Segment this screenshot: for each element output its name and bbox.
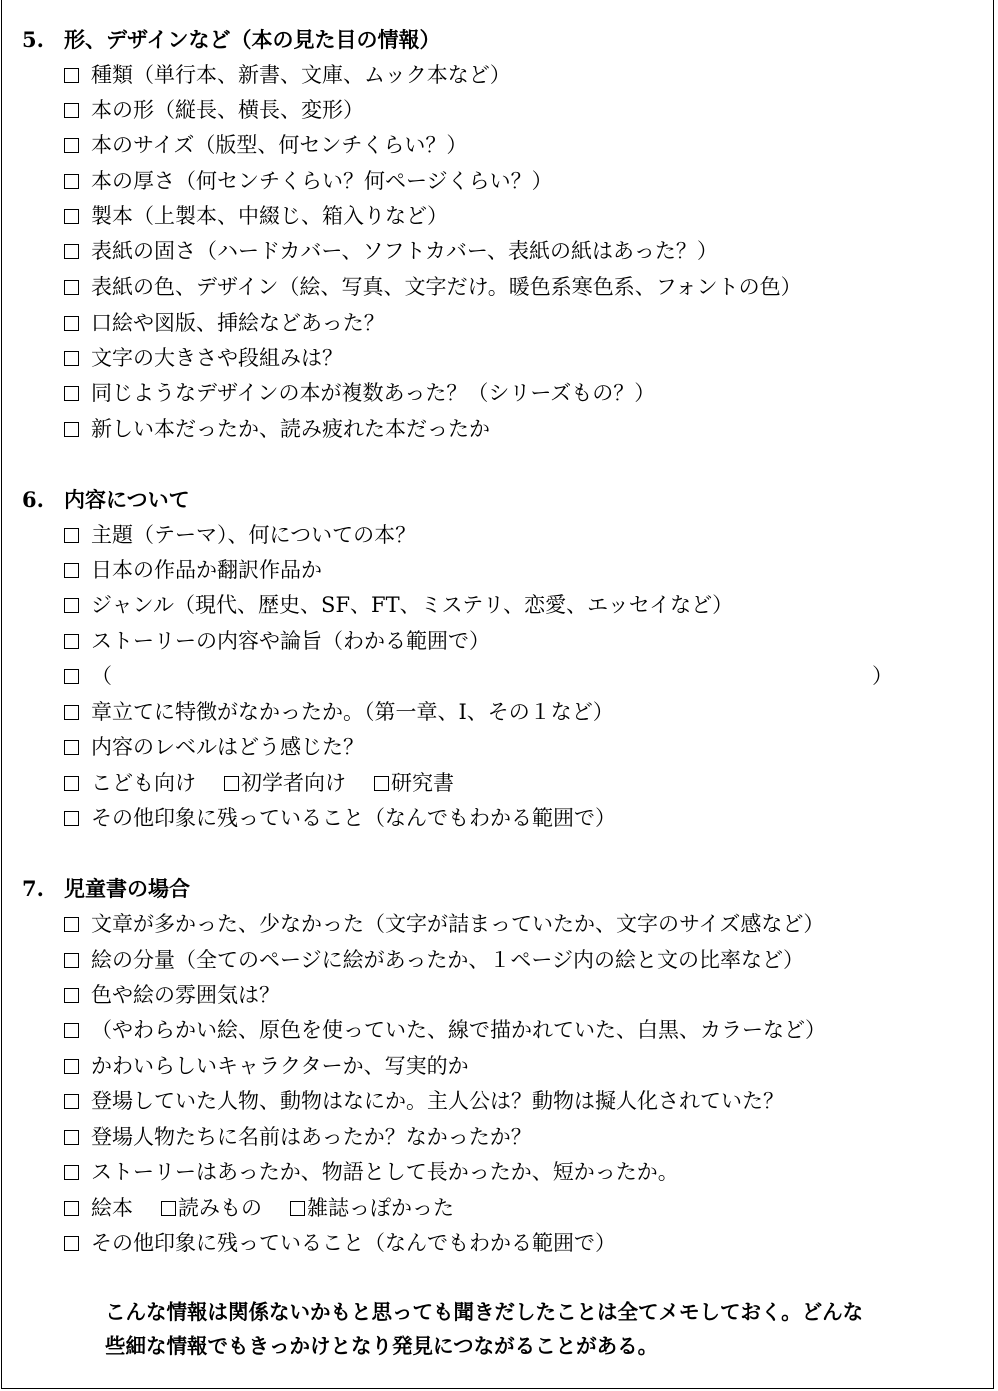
checklist-item [64, 60, 511, 90]
checkbox[interactable] [224, 776, 239, 791]
checkbox[interactable] [64, 351, 79, 366]
checkbox[interactable] [64, 422, 79, 437]
item-label: 本の形（縦長、横長、変形） [91, 98, 364, 122]
checkbox[interactable] [64, 1094, 79, 1109]
checklist-item [64, 166, 553, 196]
checklist-item [64, 201, 448, 231]
checkbox[interactable] [64, 740, 79, 755]
checklist-item [64, 130, 467, 160]
item-label: 口絵や図版、挿絵などあった？ [91, 311, 385, 335]
option-label: 読みもの [178, 1196, 262, 1220]
checklist-item [64, 768, 454, 798]
item-label: こども向け [91, 771, 196, 795]
item-label: ジャンル（現代、歴史、SF、FT、ミステリ、恋愛、エッセイなど） [91, 593, 734, 617]
item-label: 本の厚さ（何センチくらい？何ページくらい？） [91, 169, 553, 193]
option-label: 雑誌っぽかった [307, 1196, 454, 1220]
blank-field-close: ） [872, 664, 893, 688]
checkbox[interactable] [64, 528, 79, 543]
item-label: 章立てに特徴がなかったか。（第一章、Ⅰ、その１など） [91, 700, 614, 724]
checkbox[interactable] [64, 705, 79, 720]
checkbox[interactable] [64, 1201, 79, 1216]
checklist-item [64, 1122, 532, 1152]
checkbox[interactable] [64, 1130, 79, 1145]
checklist-item [64, 1228, 616, 1258]
checklist-item [64, 697, 614, 727]
checkbox[interactable] [64, 1165, 79, 1180]
option-label: 研究書 [391, 771, 454, 795]
checklist-item [64, 945, 804, 975]
checklist-item [64, 378, 655, 408]
checklist-item [64, 590, 733, 620]
checklist-item [64, 308, 385, 338]
item-label: その他印象に残っていること（なんでもわかる範囲で） [91, 806, 616, 830]
item-label: 本のサイズ（版型、何センチくらい？） [91, 133, 468, 157]
item-label: 文章が多かった、少なかった（文字が詰まっていたか、文字のサイズ感など） [91, 912, 825, 936]
item-label: 主題（テーマ）、何についての本？ [91, 523, 417, 547]
document-page [1, 0, 994, 1389]
section-number: 5. [22, 27, 44, 52]
checklist-item [64, 661, 112, 691]
checkbox[interactable] [64, 1059, 79, 1074]
checklist-item [64, 236, 718, 266]
section-title: 児童書の場合 [64, 876, 190, 901]
item-label: 日本の作品か翻訳作品か [91, 558, 322, 582]
checkbox[interactable] [64, 1023, 79, 1038]
checklist-item [64, 732, 364, 762]
option-label: 初学者向け [241, 771, 346, 795]
blank-field-open[interactable]: （ [91, 664, 112, 688]
checklist-item [64, 1157, 679, 1187]
checkbox[interactable] [64, 280, 79, 295]
checkbox[interactable] [64, 209, 79, 224]
checkbox[interactable] [64, 953, 79, 968]
item-label: 絵本 [91, 1196, 133, 1220]
item-label: 登場人物たちに名前はあったか？なかったか？ [91, 1125, 532, 1149]
checklist-item [64, 1193, 454, 1223]
item-label: かわいらしいキャラクターか、写実的か [91, 1054, 469, 1078]
item-label: 新しい本だったか、読み疲れた本だったか [91, 417, 490, 441]
item-label: 登場していた人物、動物はなにか。主人公は？動物は擬人化されていた？ [91, 1089, 784, 1113]
item-label: 同じようなデザインの本が複数あった？（シリーズもの？） [91, 381, 656, 405]
checkbox[interactable] [64, 563, 79, 578]
item-label: ストーリーはあったか、物語として長かったか、短かったか。 [91, 1160, 679, 1184]
item-label: 製本（上製本、中綴じ、箱入りなど） [91, 204, 448, 228]
checklist-item [64, 414, 490, 444]
checkbox[interactable] [64, 244, 79, 259]
checklist-item [64, 272, 802, 302]
checkbox[interactable] [64, 917, 79, 932]
section-title: 形、デザインなど（本の見た目の情報） [64, 27, 441, 52]
checklist-item [64, 1086, 784, 1116]
checkbox[interactable] [64, 598, 79, 613]
checkbox[interactable] [64, 68, 79, 83]
item-label: その他印象に残っていること（なんでもわかる範囲で） [91, 1231, 616, 1255]
checklist-item [64, 520, 416, 550]
checklist-item [64, 1051, 469, 1081]
checkbox[interactable] [64, 138, 79, 153]
item-label: ストーリーの内容や論旨（わかる範囲で） [91, 629, 490, 653]
checkbox[interactable] [64, 316, 79, 331]
item-label: 色や絵の雰囲気は？ [91, 983, 280, 1007]
section-number: 7. [22, 876, 44, 901]
section-number: 6. [22, 487, 44, 512]
checklist-item [64, 803, 616, 833]
closing-note [105, 1295, 985, 1363]
checkbox[interactable] [290, 1201, 305, 1216]
note-line: 些細な情報でもきっかけとなり発見につながることがある。 [105, 1334, 659, 1358]
checkbox[interactable] [64, 103, 79, 118]
checkbox[interactable] [64, 174, 79, 189]
checklist-item [64, 980, 280, 1010]
checkbox[interactable] [64, 811, 79, 826]
checkbox[interactable] [374, 776, 389, 791]
checklist-item [64, 95, 364, 125]
checkbox[interactable] [64, 634, 79, 649]
section-heading [22, 485, 190, 515]
checkbox[interactable] [161, 1201, 176, 1216]
checkbox[interactable] [64, 669, 79, 684]
section-heading [22, 25, 441, 55]
checklist-item [64, 909, 824, 939]
item-label: 内容のレベルはどう感じた？ [91, 735, 364, 759]
section-heading [22, 874, 190, 904]
checklist-item [64, 1015, 826, 1045]
section-title: 内容について [64, 487, 190, 512]
item-label: 表紙の色、デザイン（絵、写真、文字だけ。暖色系寒色系、フォントの色） [91, 275, 802, 299]
checklist-item [64, 626, 490, 656]
item-label: 絵の分量（全てのページに絵があったか、１ページ内の絵と文の比率など） [91, 948, 804, 972]
checkbox[interactable] [64, 386, 79, 401]
checklist-item [64, 555, 322, 585]
checkbox[interactable] [64, 988, 79, 1003]
checklist-item [64, 343, 343, 373]
checkbox[interactable] [64, 1236, 79, 1251]
item-label: （やわらかい絵、原色を使っていた、線で描かれていた、白黒、カラーなど） [91, 1018, 826, 1042]
checkbox[interactable] [64, 776, 79, 791]
item-label: 種類（単行本、新書、文庫、ムック本など） [91, 63, 511, 87]
note-line: こんな情報は関係ないかもと思っても聞きだしたことは全てメモしておく。どんな [105, 1300, 864, 1324]
item-label: 表紙の固さ（ハードカバー、ソフトカバー、表紙の紙はあった？） [91, 239, 718, 263]
item-label: 文字の大きさや段組みは？ [91, 346, 343, 370]
